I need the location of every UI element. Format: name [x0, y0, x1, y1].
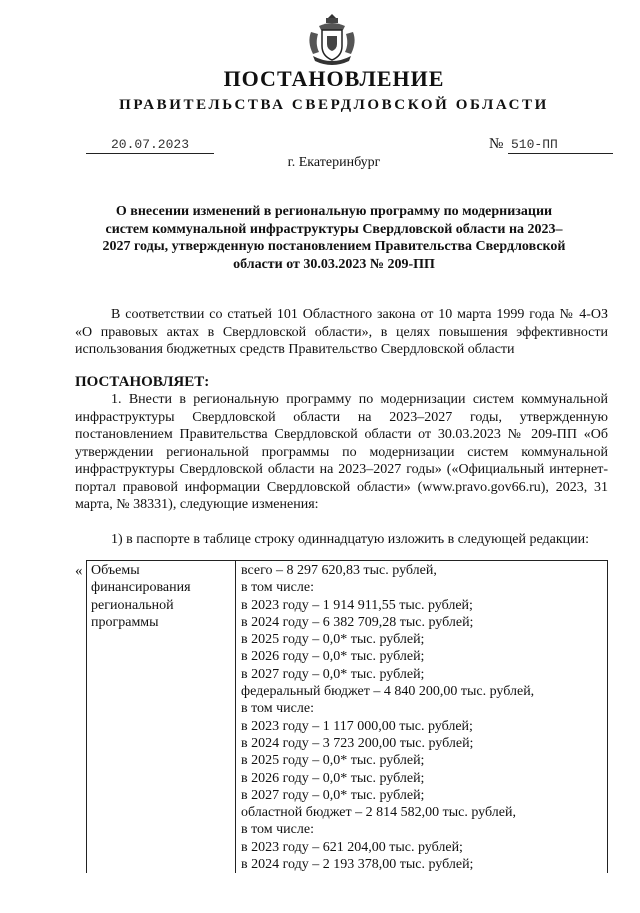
value-line: в 2023 году – 1 914 911,55 тыс. рублей; — [241, 597, 473, 613]
document-number: 510-ПП — [508, 137, 613, 154]
value-line: в 2024 году – 6 382 709,28 тыс. рублей; — [241, 614, 474, 630]
label-line: Объемы — [91, 563, 140, 578]
row-value-cell — [236, 561, 608, 874]
value-line: в том числе: — [241, 701, 314, 717]
document-date: 20.07.2023 — [86, 137, 214, 154]
opening-quote: « — [75, 563, 83, 579]
document-title: О внесении изменений в региональную программу по модернизации систем коммунальной инфраструктуры Свердловской области на 2023–2027 годы, утвержденную постановлением Правительства Свердловской области от 30.03.2023 № 209-ПП — [102, 204, 566, 272]
value-line: в 2025 году – 0,0* тыс. рублей; — [241, 753, 425, 769]
value-line: в 2024 году – 3 723 200,00 тыс. рублей; — [241, 735, 474, 751]
value-line: в 2027 году – 0,0* тыс. рублей; — [241, 787, 425, 803]
value-line: федеральный бюджет – 4 840 200,00 тыс. рублей, — [241, 684, 535, 700]
issuer-heading: ПРАВИТЕЛЬСТВА СВЕРДЛОВСКОЙ ОБЛАСТИ — [119, 97, 549, 113]
value-line: в том числе: — [241, 580, 314, 596]
value-line: в 2027 году – 0,0* тыс. рублей; — [241, 666, 425, 682]
passport-table — [86, 560, 608, 873]
number-sign: № — [489, 136, 504, 152]
label-line: программы — [91, 614, 159, 630]
value-line: в 2023 году – 1 117 000,00 тыс. рублей; — [241, 718, 473, 734]
value-line: всего – 8 297 620,83 тыс. рублей, — [241, 563, 437, 578]
resolves-heading: ПОСТАНОВЛЯЕТ: — [75, 374, 210, 390]
row-label-cell — [87, 561, 236, 874]
label-line: финансирования — [91, 580, 191, 596]
value-line: в том числе: — [241, 822, 314, 838]
coat-of-arms-icon — [305, 10, 359, 68]
value-line: в 2026 году – 0,0* тыс. рублей; — [241, 770, 425, 786]
label-line: региональной — [91, 597, 174, 613]
issue-city: г. Екатеринбург — [287, 155, 381, 170]
item-1-subitem-1-paragraph: 1) в паспорте в таблице строку одиннадцатую изложить в следующей редакции: — [111, 532, 590, 547]
value-line: в 2025 году – 0,0* тыс. рублей; — [241, 632, 425, 648]
table-row — [87, 561, 608, 874]
value-line: в 2026 году – 0,0* тыс. рублей; — [241, 649, 425, 665]
preamble-paragraph: В соответствии со статьей 101 Областного закона от 10 марта 1999 года № 4-ОЗ «О правовых актах в Свердловской области», в целях повышения эффективности использования бюджетных средств Правительство Свердловской области — [75, 307, 608, 357]
value-line: областной бюджет – 2 814 582,00 тыс. рублей, — [241, 805, 516, 821]
item-1-paragraph: 1. Внести в региональную программу по модернизации систем коммунальной инфраструктуры Свердловской области на 2023–2027 годы, утвержденную постановлением Правительства Свердловской области от 30.03.2023 № 209-ПП «Об утверждении региональной программы по модернизации систем коммунальной инфраструктуры Свердловской области на 2023–2027 годы» («Официальный интернет-портал правовой информации Свердловской области» (www.pravo.gov66.ru), 2023, 31 марта, № 38331), следующие изменения: — [75, 392, 608, 512]
value-line: в 2023 году – 621 204,00 тыс. рублей; — [241, 839, 463, 855]
value-line: в 2024 году – 2 193 378,00 тыс. рублей; — [241, 857, 474, 873]
document-type-heading: ПОСТАНОВЛЕНИЕ — [223, 66, 445, 91]
